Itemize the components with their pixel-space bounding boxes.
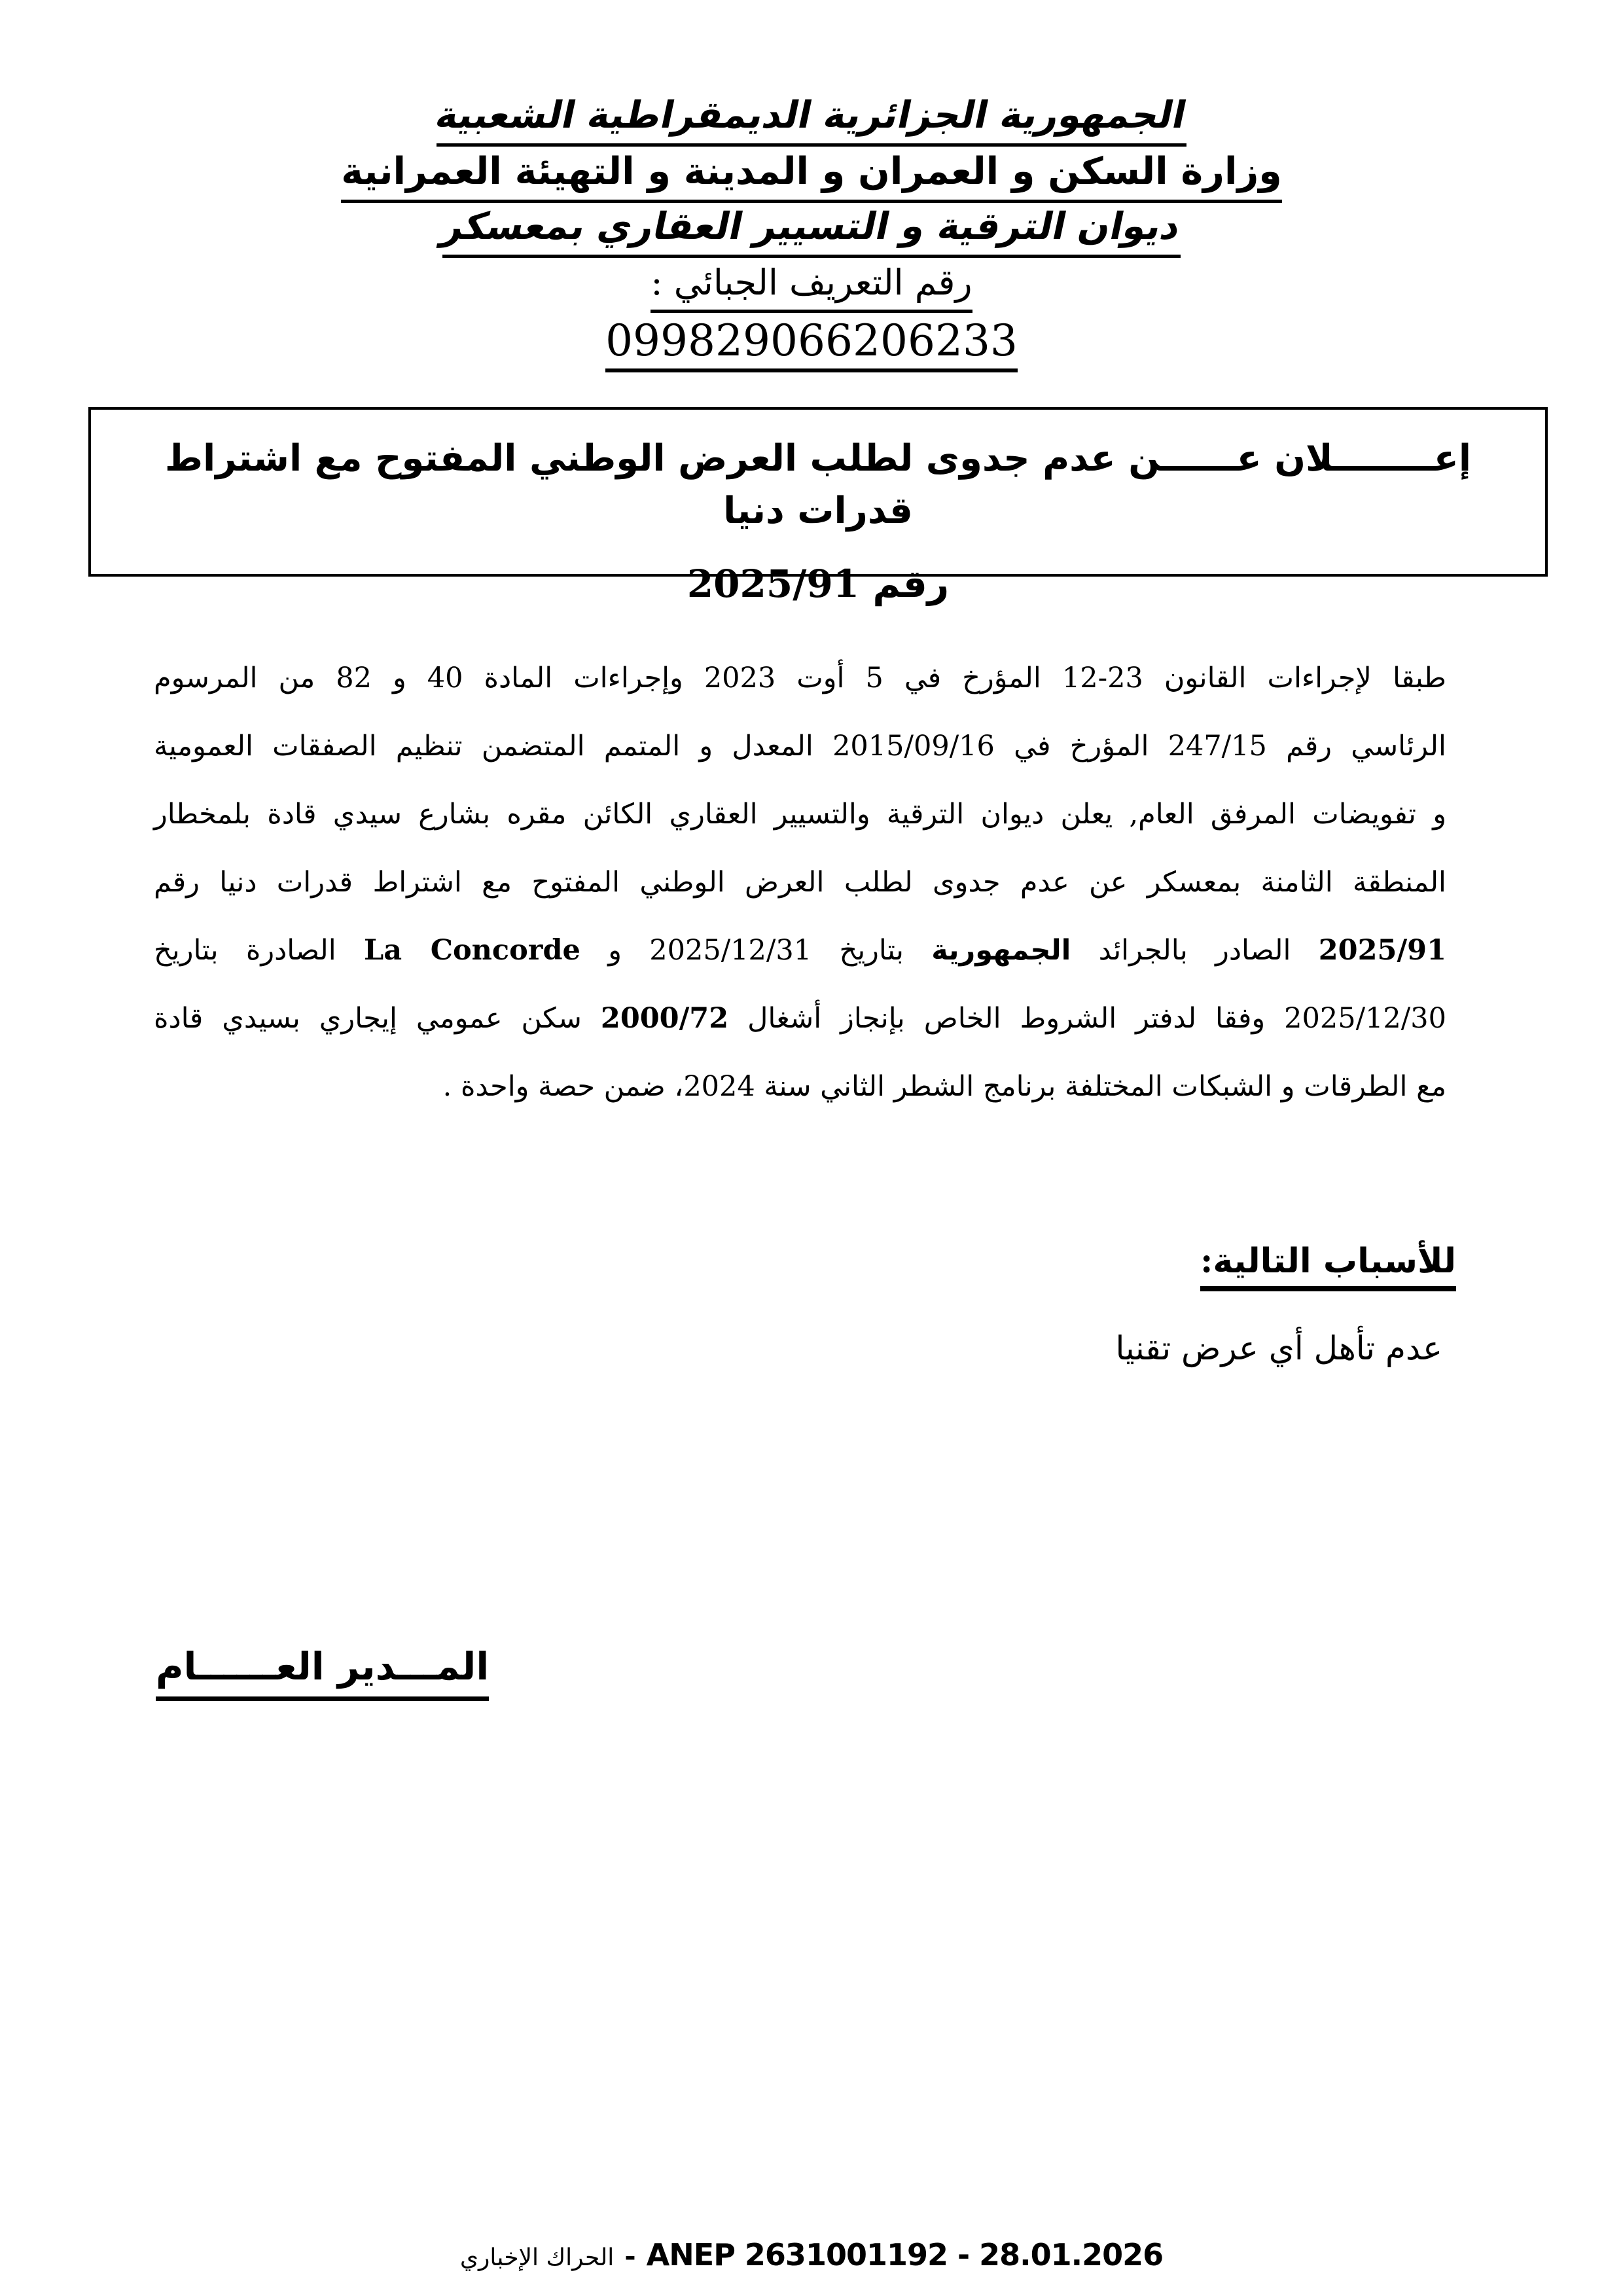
body-segment: المنطقة الثامنة بمعسكر عن عدم جدوى لطلب العرض الوطني المفتوح مع اشتراط قدرات دنيا رقم xyxy=(154,866,1446,899)
notice-title-box xyxy=(88,407,1548,606)
body-line xyxy=(154,848,1446,916)
body-segment: طبقا لإجراءات القانون 23-12 المؤرخ في 5 أوت 2023 وإجراءات المادة 40 و 82 من المرسوم xyxy=(154,662,1446,694)
tax-id-value: 099829066206233 xyxy=(605,315,1018,372)
body-segment: و تفويضات المرفق العام, يعلن ديوان الترقية والتسيير العقاري الكائن مقره بشارع سيدي قادة بلمخطار xyxy=(154,798,1446,831)
body-segment-bold: 2000/72 xyxy=(600,1002,729,1035)
body-line xyxy=(154,644,1446,712)
body-segment: 2025/12/30 وفقا لدفتر الشروط الخاص بإنجاز أشغال xyxy=(728,1002,1446,1035)
body-segment: الصادر بالجرائد xyxy=(1071,934,1319,967)
reasons-heading xyxy=(1200,1241,1456,1291)
body-segment: بتاريخ 2025/12/31 و xyxy=(580,934,932,967)
body-segment-bold: La Concorde xyxy=(364,934,580,967)
tax-id-label-line xyxy=(0,262,1623,313)
director-signature-text: المـــدير العــــــام xyxy=(156,1644,489,1701)
anep-footer xyxy=(0,2237,1623,2272)
body-line xyxy=(154,984,1446,1052)
tax-id-label: رقم التعريف الجبائي : xyxy=(651,262,972,313)
header-office-text: ديوان الترقية و التسيير العقاري بمعسكر xyxy=(438,204,1185,248)
body-segment-bold: الجمهورية xyxy=(931,934,1071,967)
reasons-heading-text: للأسباب التالية: xyxy=(1200,1241,1456,1291)
header-republic-text: الجمهورية الجزائرية الديمقراطية الشعبية xyxy=(432,93,1191,137)
header-ministry-text: وزارة السكن و العمران و المدينة و التهيئة العمرانية xyxy=(341,149,1281,203)
director-signature-title xyxy=(156,1644,489,1701)
body-segment: الرئاسي رقم 247/15 المؤرخ في 2015/09/16 المعدل و المتمم المتضمن تنظيم الصفقات العمومية xyxy=(154,730,1446,762)
reason-item: عدم تأهل أي عرض تقنيا xyxy=(1115,1329,1442,1367)
notice-title-line2: رقم 2025/91 xyxy=(687,562,950,606)
footer-separator: - xyxy=(624,2240,636,2272)
header-ministry-line xyxy=(0,149,1623,203)
body-line xyxy=(154,916,1446,984)
notice-title-line1: إعــــــــلان عــــــن عدم جدوى لطلب العرض الوطني المفتوح مع اشتراط قدرات دنيا xyxy=(164,437,1472,532)
body-paragraph xyxy=(154,644,1446,1121)
body-segment-bold: 2025/91 xyxy=(1318,934,1446,967)
header-office-line xyxy=(0,204,1623,258)
body-segment: الصادرة بتاريخ xyxy=(154,934,365,967)
tax-id-value-line xyxy=(0,315,1623,372)
reason-list xyxy=(1115,1322,1442,1374)
footer-anep-reference: ANEP 2631001192 - 28.01.2026 xyxy=(646,2237,1164,2272)
body-segment: سكن عمومي إيجاري بسيدي قادة xyxy=(154,1002,601,1035)
header-republic-line xyxy=(0,93,1623,147)
body-segment: مع الطرقات و الشبكات المختلفة برنامج الشطر الثاني سنة 2024، ضمن حصة واحدة . xyxy=(442,1070,1446,1103)
body-line xyxy=(154,712,1446,780)
body-line xyxy=(154,780,1446,848)
body-line xyxy=(154,1052,1446,1121)
footer-publisher: الحراك الإخباري xyxy=(459,2244,615,2271)
